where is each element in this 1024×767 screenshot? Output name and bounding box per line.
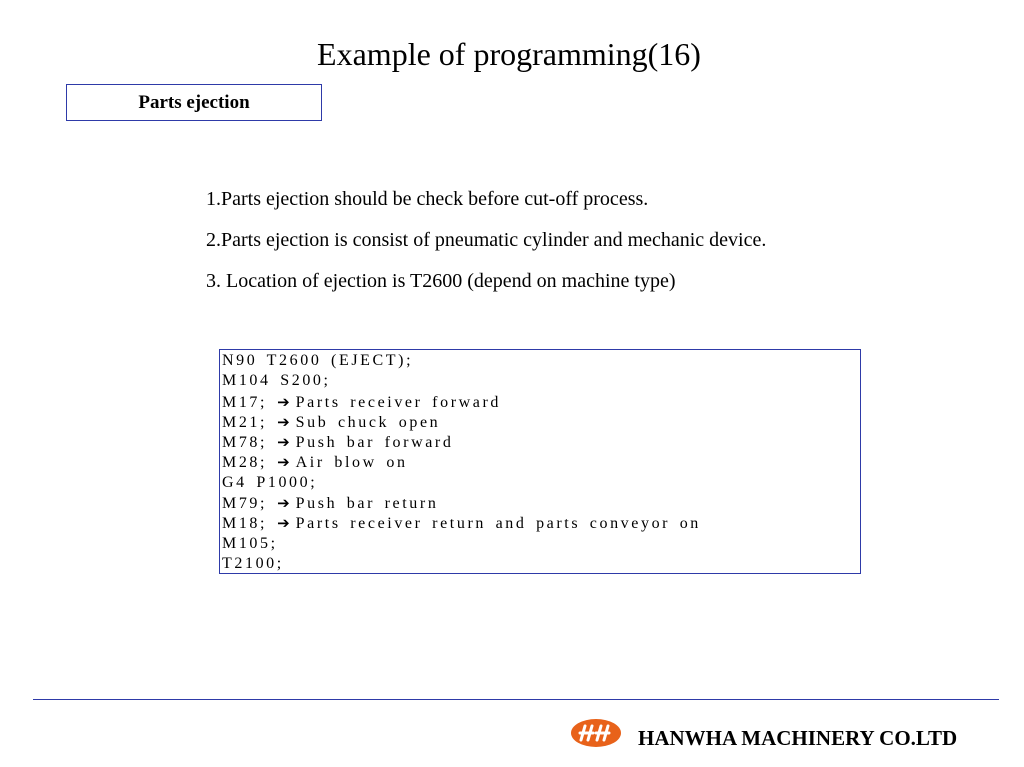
- footer-divider: [33, 699, 999, 700]
- arrow-right-icon: ➔: [277, 494, 290, 513]
- code-line: [222, 351, 860, 371]
- arrow-right-icon: ➔: [277, 392, 290, 411]
- code-line: [222, 534, 860, 554]
- arrow-right-icon: ➔: [277, 412, 290, 431]
- note-item: 1.Parts ejection should be check before cut-off process.: [206, 188, 649, 210]
- code-text: M18;: [222, 515, 268, 533]
- code-line: [222, 392, 860, 412]
- code-line: [222, 493, 860, 513]
- code-line: [222, 513, 860, 533]
- notes-list: [206, 183, 926, 306]
- code-line: [222, 473, 860, 493]
- note-item: 3. Location of ejection is T2600 (depend on machine type): [206, 270, 676, 292]
- code-text: M28;: [222, 454, 268, 472]
- code-text: M79;: [222, 495, 268, 513]
- code-line: [222, 452, 860, 472]
- code-text: M78;: [222, 434, 268, 452]
- code-comment: Sub chuck open: [295, 413, 441, 431]
- code-text: M17;: [222, 393, 268, 411]
- code-line: [222, 554, 860, 574]
- code-comment: Push bar forward: [295, 434, 454, 452]
- note-item: 2.Parts ejection is consist of pneumatic cylinder and mechanic device.: [206, 229, 767, 251]
- code-text: M21;: [222, 413, 268, 431]
- code-comment: Parts receiver return and parts conveyor on: [295, 515, 701, 533]
- section-label-box: [66, 84, 322, 121]
- code-line: [222, 412, 860, 432]
- code-text: M104 S200;: [222, 372, 331, 390]
- company-name: HANWHA MACHINERY CO.LTD: [638, 726, 958, 750]
- program-code-box: [219, 349, 861, 574]
- arrow-right-icon: ➔: [277, 514, 290, 533]
- code-comment: Parts receiver forward: [295, 393, 502, 411]
- section-label: Parts ejection: [138, 91, 250, 113]
- slide-title: Example of programming(16): [317, 36, 701, 72]
- hanwha-logo-icon: [570, 718, 622, 748]
- code-comment: Air blow on: [295, 454, 408, 472]
- code-text: M105;: [222, 534, 278, 552]
- code-text: T2100;: [222, 554, 284, 572]
- code-line: [222, 371, 860, 391]
- code-comment: Push bar return: [295, 495, 439, 513]
- code-line: [222, 432, 860, 452]
- code-text: N90 T2600 (EJECT);: [222, 352, 414, 369]
- code-text: G4 P1000;: [222, 473, 318, 491]
- arrow-right-icon: ➔: [277, 433, 290, 452]
- arrow-right-icon: ➔: [277, 453, 290, 472]
